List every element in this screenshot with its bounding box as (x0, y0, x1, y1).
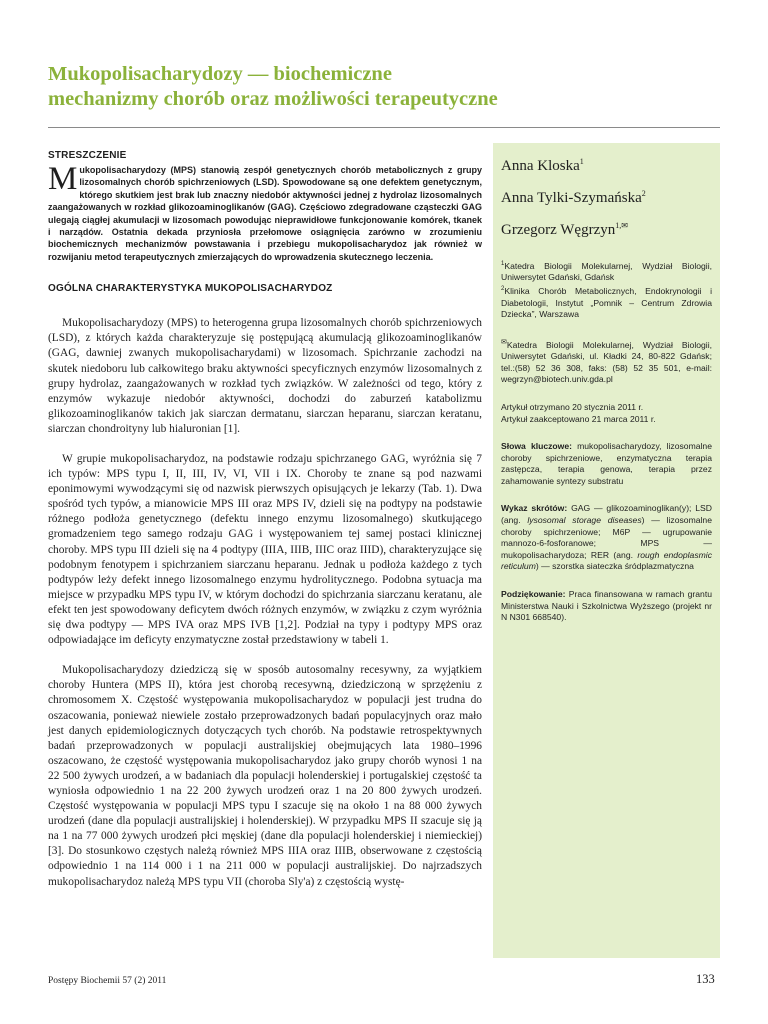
accepted-date: Artykuł zaakceptowano 21 marca 2011 r. (501, 413, 656, 424)
body-paragraph-1: Mukopolisacharydozy (MPS) to heterogenna grupa lizosomalnych chorób spichrzeniowych (LSD), z których każda charakteryzuje się postępującą akumulacją glikozoaminoglikanów (GAG, dawniej zwanych mukopolisacharydami) w lizosomach. Spichrzanie zachodzi na skutek niedoboru lub całkowitego braku aktywności specyficznych enzymów lizosomalnych z grupy hydrolaz, zaangażowanych w rozkład tych związków. W zależności od tego, który z enzymów wykazuje niedobór aktywności, dochodzi do zaburzeń katabolizmu glikozoaminoglikanów takich jak siarczan dermatanu, siarczan heparanu, siarczan keratanu, siarczan chondroityny lub hialuronian [1]. (48, 317, 482, 435)
received-date: Artykuł otrzymano 20 stycznia 2011 r. (501, 401, 644, 412)
journal-footer: Postępy Biochemii 57 (2) 2011 (48, 976, 167, 986)
envelope-icon: ✉ (621, 221, 628, 230)
section-heading: OGÓLNA CHARAKTERYSTYKA MUKOPOLISACHARYDOZ (48, 283, 333, 295)
abstract-heading: STRESZCZENIE (48, 150, 127, 161)
abbreviations-text: ) — szorstka siateczka śródplazmatyczna (535, 561, 694, 572)
affiliation-2-mark: 2 (501, 286, 505, 293)
affiliation-2 (501, 284, 712, 321)
body-paragraph-3: Mukopolisacharydozy dziedziczą się w sposób autosomalny recesywny, za wyjątkiem choroby Huntera (MPS II), która jest chorobą recesywną, dziedziczoną w sprzężeniu z chromosomem X. Częstość występowania mukopolisacharydoz w populacji jest trudna do oszacowania, ponieważ niewiele zostało przeprowadzonych badań populacyjnych oraz mało jest danych epidemiologicznych dotyczących tych chorób. Na podstawie retrospektywnych badań przeprowadzonych w populacji australijskiej obejmujących lata 1980–1996 oszacowano, że częstość występowania mukopolisacharydoz jako grupy chorób wynosi 1 na 22 500 żywych urodzeń, a w badaniach dla populacji holenderskiej i portugalskiej częstość ta wyniosła odpowiednio 1 na 22 200 żywych urodzeń oraz 1 na 20 800 żywych urodzeń. Częstość występowania w populacji MPS typu I szacuje się na około 1 na 88 000 żywych urodzeń (dane dla populacji australijskiej i holenderskiej). W przypadku MPS II szacuje się ją na 1 na 77 000 żywych urodzeń płci męskiej (dane dla populacji holenderskiej i niemieckiej) [3]. Do stosunkowo częstych należą również MPS IIIA oraz IIIB, obserwowane z częstością odpowiednio 1 na 114 000 i 1 na 211 000 w populacji australijskiej. Do najrzadszych mukopolisacharydoz należą MPS typu VII (choroba Sly'a) z częstością wystę- (48, 664, 482, 888)
page-number: 133 (696, 972, 715, 986)
author-affiliation-mark: 1, (615, 221, 622, 230)
main-column (48, 150, 482, 890)
author-3 (501, 221, 712, 239)
keywords (501, 441, 712, 487)
abbreviations-text: ) — lizosomalne choroby spichrzeniowe; M6P — ugrupowanie mannozo-6-fosforanowe; MPS — mukopolisacharydoza; RER (ang. (501, 515, 712, 560)
abstract-dropcap: M (48, 161, 78, 197)
affiliation-2-text: Klinika Chorób Metabolicznych, Endokrynologii i Diabetologii, Instytut „Pomnik – Centrum Zdrowia Dziecka”, Warszawa (501, 285, 712, 320)
keywords-text: mukopolisacharydozy, lizosomalne choroby spichrzeniowe, enzymatyczna terapia zastępcza, terapia genowa, terapia przez zahamowanie syntezy substratu (501, 441, 712, 486)
acknowledgements (501, 589, 712, 624)
abstract-body: ukopolisacharydozy (MPS) stanowią zespół genetycznych chorób metabolicznych z grupy lizosomalnych chorób spichrzeniowych (LSD). Spowodowane są one defektem genetycznym, którego skutkiem jest brak lub znaczny niedobór aktywności jednej z hydrolaz lizosomalnych zaangażowanych w rozkład glikozoaminoglikanów (GAG). Częściowo zdegradowane cząsteczki GAG ulegają ciągłej akumulacji w lizosomach powodując nieprawidłowe funkcjonowanie komórek, tkanek i narządów. Ostatnia dekada przyniosła przełomowe osiągnięcia zarówno w zrozumieniu biochemicznych mechanizmów powstawania i przebiegu mukopolisacharydoz jak również w rozwijaniu metod terapeutycznych zmierzających do wprowadzenia skutecznego leczenia. (48, 165, 482, 262)
abbreviations-italic: lysosomal storage diseases (527, 515, 642, 526)
article-title (48, 62, 728, 112)
abbreviations-italic: rough endoplasmic reticulum (501, 549, 712, 572)
email-link[interactable]: wegrzyn@biotech.univ.gda.pl (501, 374, 613, 385)
affiliation-1 (501, 259, 712, 284)
correspondence (501, 337, 712, 386)
abbreviations-label: Wykaz skrótów: (501, 503, 568, 514)
correspondence-text: Katedra Biologii Molekularnej, Wydział Biologii, Uniwersytet Gdański, ul. Kładki 24, 80-822 Gdańsk; tel.:(58) 52 36 308, faks: (58) 52 35 501, e-mail: (501, 339, 712, 373)
title-divider (48, 127, 720, 128)
acknowledgements-text: Praca finansowana w ramach grantu Ministerstwa Nauki i Szkolnictwa Wyższego (projekt nr N N301 668540). (501, 589, 712, 623)
acknowledgements-label: Podziękowanie: (501, 589, 566, 600)
affiliation-1-text: Katedra Biologii Molekularnej, Wydział Biologii, Uniwersytet Gdański, Gdańsk (501, 260, 712, 283)
envelope-icon: ✉ (501, 338, 507, 346)
title-line-1: Mukopolisacharydozy — biochemiczne (48, 63, 392, 85)
author-1 (501, 157, 712, 175)
author-name: Grzegorz Węgrzyn (501, 222, 616, 238)
author-name: Anna Kloska (501, 158, 580, 174)
keywords-label: Słowa kluczowe: (501, 441, 573, 452)
body-paragraph-2: W grupie mukopolisacharydoz, na podstawie rodzaju spichrzanego GAG, wyróżnia się 7 ich typów: MPS typu I, II, III, IV, VI, VII i IX. Choroby te znane są pod nazwami eponimowymi wywodzącymi się od nazwisk pierwszych opisujących je lekarzy (Tab. 1). Dwa spośród tych typów, a mianowicie MPS III oraz MPS IV, dzieli się na podtypy na podstawie różnego podłoża genetycznego (defektu innego enzymu lizosomalnego) skutkującego gromadzeniem tego samego rodzaju GAG i występowaniem tej samej postaci klinicznej choroby. MPS typu III dzieli się na 4 podtypy (IIIA, IIIB, IIIC oraz IIID), charakteryzujące się podobnym fenotypem i spichrzaniem siarczanu heparanu. Jednak u podłoża każdego z tych podtypów leży defekt innego lizosomalnego enzymu hydrolitycznego. Podobna sytuacja ma miejsce w przypadku MPS typu IV, w którym dochodzi do spichrzania siarczanu keratanu, ale efekt ten jest spowodowany deficytem dwóch różnych enzymów, w związku z czym wyróżnia się dwa podtypy — MPS IVA oraz MPS IVB [1,2]. Podział na typy i podtypy MPS oraz odpowiadające im deficyty enzymatyczne został przedstawiony w tabeli 1. (48, 453, 482, 647)
affiliation-1-mark: 1 (501, 261, 505, 267)
abbreviations-text: GAG — glikozoaminoglikan(y); LSD (ang. (501, 503, 712, 526)
abstract-text (48, 161, 482, 263)
author-affiliation-mark: 2 (641, 189, 646, 198)
title-line-2: mechanizmy chorób oraz możliwości terapeutyczne (48, 88, 498, 110)
author-name: Anna Tylki-Szymańska (501, 190, 642, 206)
author-2 (501, 189, 712, 207)
abbreviations (501, 503, 712, 573)
author-affiliation-mark: 1 (579, 157, 584, 166)
sidebar-panel (493, 143, 720, 958)
